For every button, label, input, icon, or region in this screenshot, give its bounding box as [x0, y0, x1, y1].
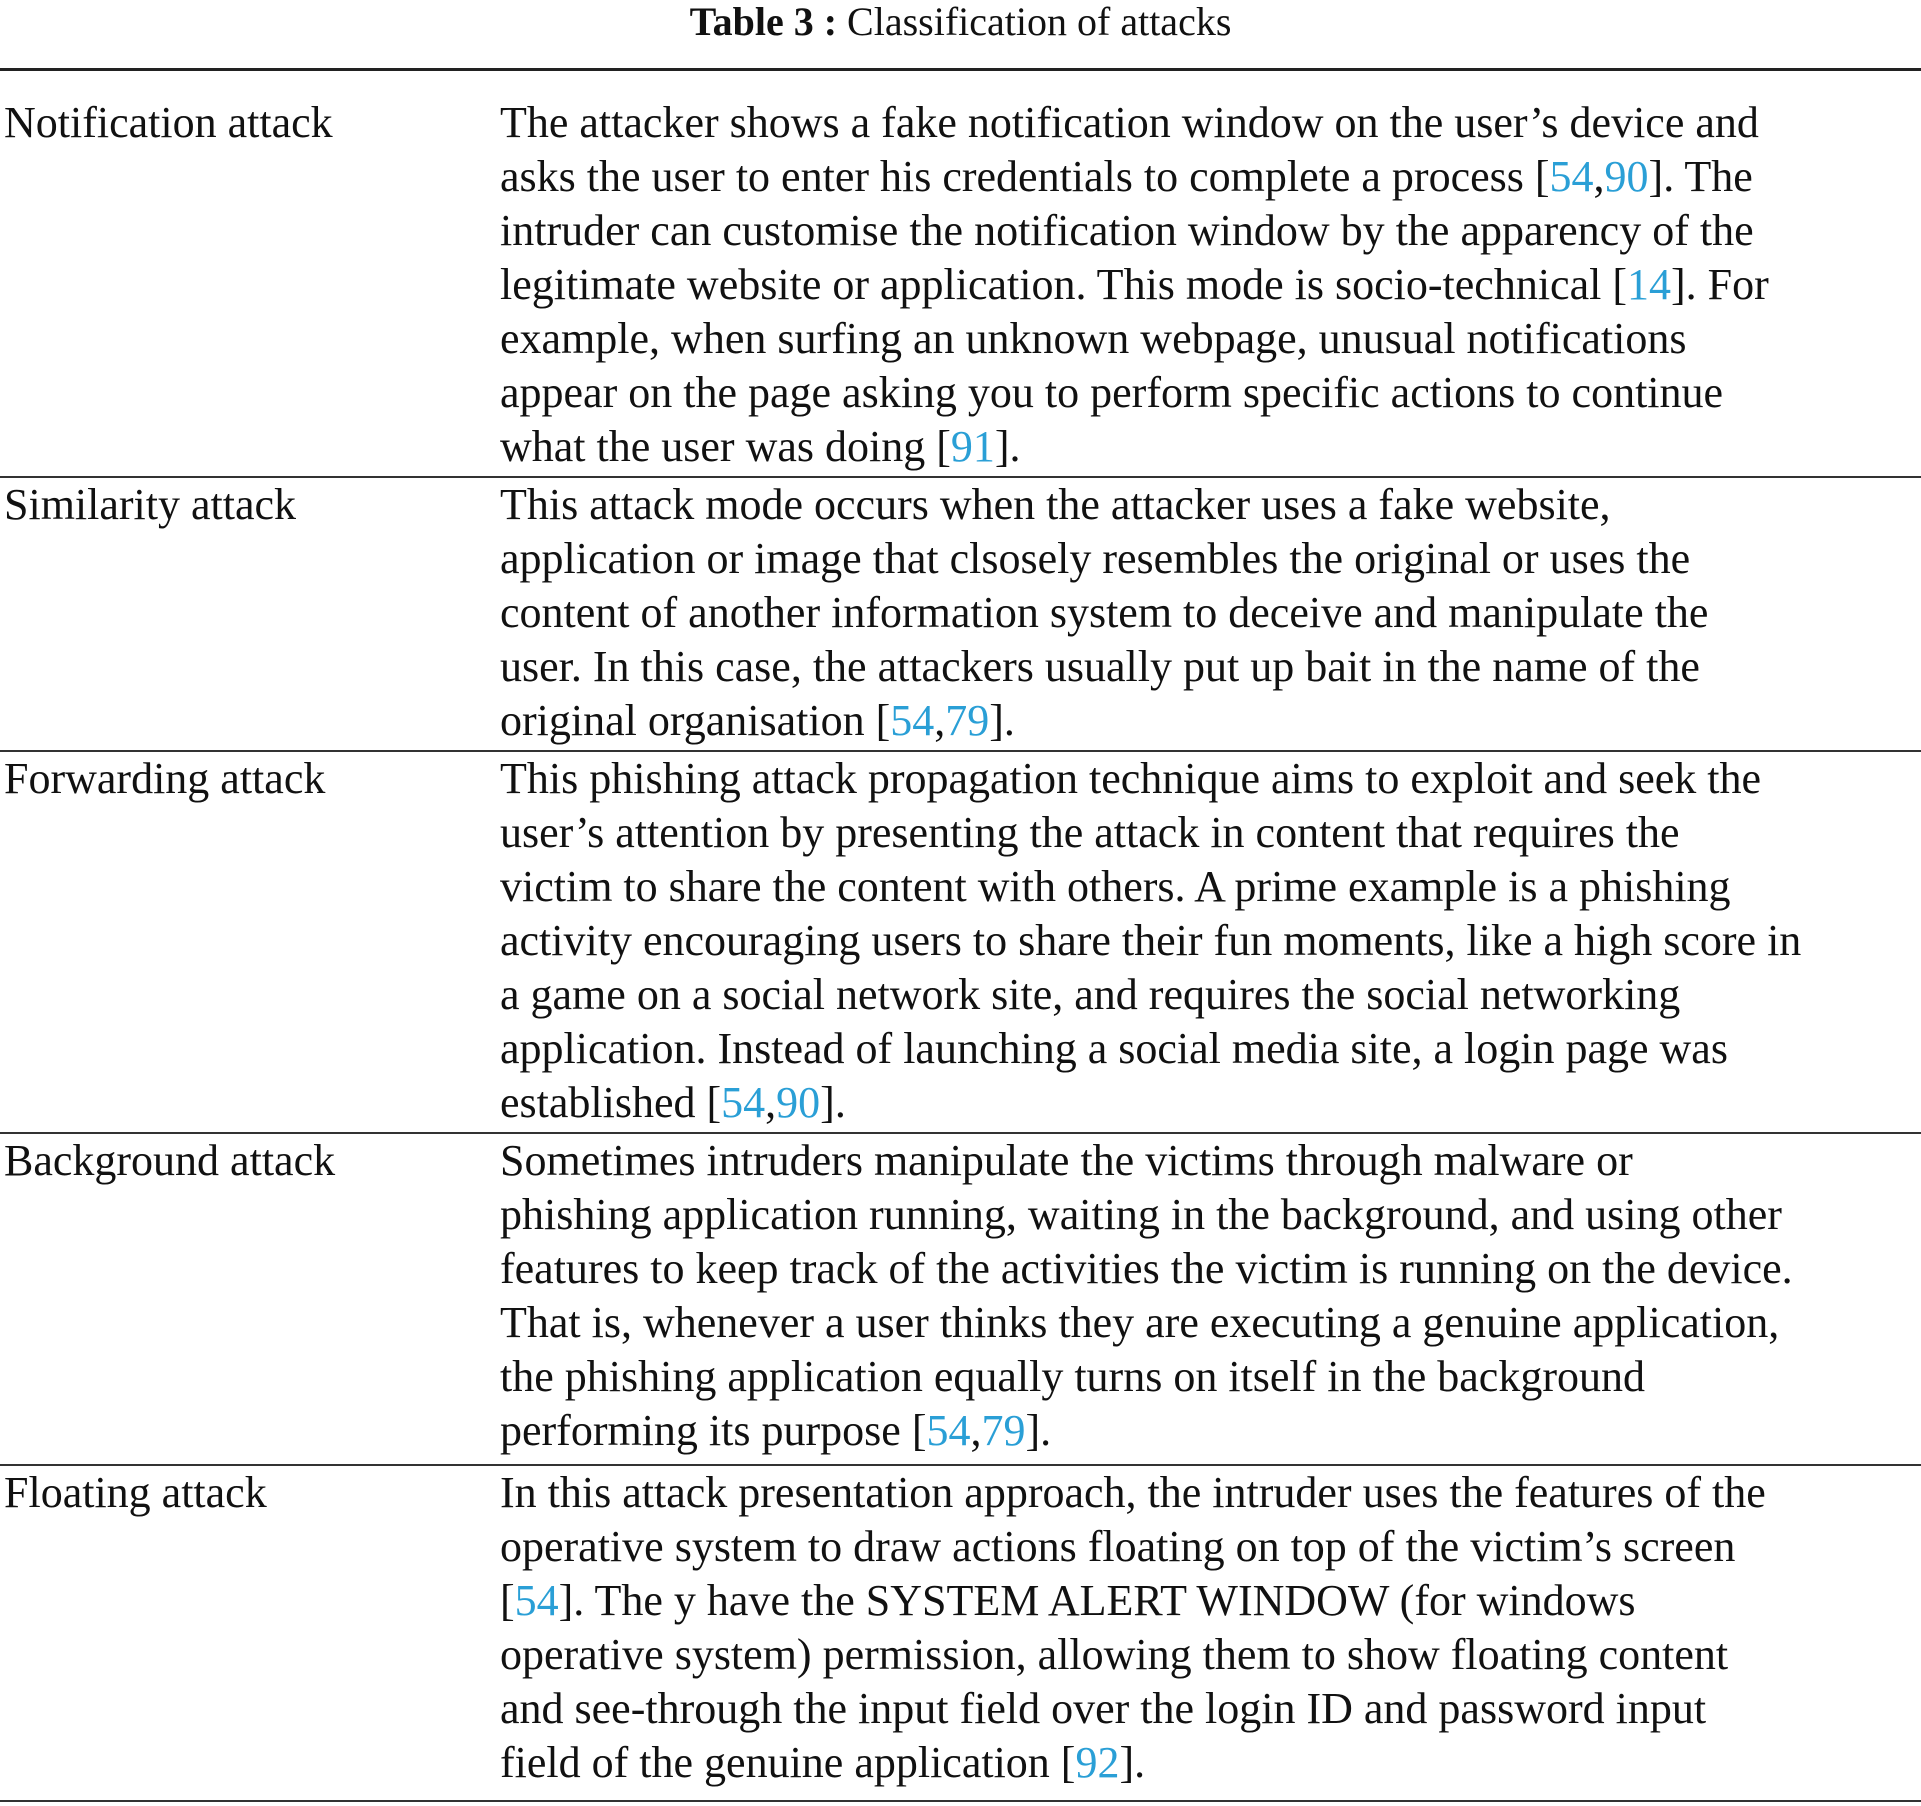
description-text: This phishing attack propagation technique aims to exploit and seek the [500, 754, 1762, 803]
description-text: example, when surfing an unknown webpage, unusual notifications [500, 314, 1687, 363]
description-line [500, 204, 1921, 258]
description-line [500, 532, 1921, 586]
description-text: a game on a social network site, and requires the social networking [500, 970, 1681, 1019]
description-text: , [970, 1406, 982, 1455]
citation-link[interactable]: 79 [981, 1406, 1026, 1455]
description-text: ]. [820, 1078, 846, 1127]
attack-description [500, 1134, 1921, 1458]
description-line [500, 1628, 1921, 1682]
description-line [500, 640, 1921, 694]
description-text: application or image that clsosely resembles the original or uses the [500, 534, 1691, 583]
description-line [500, 420, 1921, 474]
description-text: activity encouraging users to share their fun moments, like a high score in [500, 916, 1802, 965]
attack-description [500, 752, 1921, 1130]
description-text: phishing application running, waiting in the background, and using other [500, 1190, 1782, 1239]
attack-name: Similarity attack [4, 480, 297, 529]
description-line [500, 1682, 1921, 1736]
description-text: operative system to draw actions floating on top of the victim’s screen [500, 1522, 1736, 1571]
description-text: what the user was doing [ [500, 422, 951, 471]
description-line [500, 150, 1921, 204]
description-text: ]. For [1670, 260, 1769, 309]
description-line [500, 1022, 1921, 1076]
citation-link[interactable]: 92 [1075, 1738, 1120, 1787]
table-caption-title: Classification of attacks [847, 0, 1232, 44]
description-text: , [765, 1078, 777, 1127]
description-text: In this attack presentation approach, the intruder uses the features of the [500, 1468, 1766, 1517]
description-line [500, 1736, 1921, 1790]
description-text: Sometimes intruders manipulate the victims through malware or [500, 1136, 1633, 1185]
row-divider [0, 1800, 1921, 1802]
description-text: [ [500, 1576, 515, 1625]
description-text: appear on the page asking you to perform specific actions to continue [500, 368, 1724, 417]
description-text: ]. The [1648, 152, 1753, 201]
description-line [500, 1076, 1921, 1130]
description-line [500, 1466, 1921, 1520]
citation-link[interactable]: 91 [950, 422, 995, 471]
description-text: ]. [989, 696, 1015, 745]
citation-link[interactable]: 79 [945, 696, 990, 745]
description-line [500, 1574, 1921, 1628]
table-caption [0, 0, 1921, 46]
citation-link[interactable]: 54 [926, 1406, 971, 1455]
description-line [500, 312, 1921, 366]
description-text: legitimate website or application. This mode is socio-technical [ [500, 260, 1627, 309]
description-line [500, 586, 1921, 640]
description-line [500, 968, 1921, 1022]
citation-link[interactable]: 54 [1549, 152, 1594, 201]
description-text: , [934, 696, 946, 745]
description-text: intruder can customise the notification window by the apparency of the [500, 206, 1754, 255]
description-text: the phishing application equally turns on itself in the background [500, 1352, 1645, 1401]
attack-name: Floating attack [4, 1468, 267, 1517]
description-text: features to keep track of the activities the victim is running on the device. [500, 1244, 1793, 1293]
citation-link[interactable]: 90 [776, 1078, 821, 1127]
description-text: user. In this case, the attackers usually put up bait in the name of the [500, 642, 1700, 691]
description-text: established [ [500, 1078, 722, 1127]
description-text: The attacker shows a fake notification window on the user’s device and [500, 98, 1759, 147]
description-line [500, 1404, 1921, 1458]
description-text: ]. The y have the SYSTEM ALERT WINDOW (for windows [558, 1576, 1636, 1625]
description-line [500, 258, 1921, 312]
description-line [500, 478, 1921, 532]
attack-description [500, 96, 1921, 474]
citation-link[interactable]: 54 [721, 1078, 766, 1127]
description-text: operative system) permission, allowing them to show floating content [500, 1630, 1729, 1679]
description-text: content of another information system to deceive and manipulate the [500, 588, 1709, 637]
description-text: , [1593, 152, 1605, 201]
description-line [500, 1188, 1921, 1242]
attack-name: Background attack [4, 1136, 336, 1185]
description-line [500, 96, 1921, 150]
citation-link[interactable]: 14 [1626, 260, 1671, 309]
description-text: field of the genuine application [ [500, 1738, 1076, 1787]
citation-link[interactable]: 54 [890, 696, 935, 745]
description-text: application. Instead of launching a social media site, a login page was [500, 1024, 1728, 1073]
citation-link[interactable]: 54 [514, 1576, 559, 1625]
attack-name: Forwarding attack [4, 754, 326, 803]
description-line [500, 366, 1921, 420]
description-text: asks the user to enter his credentials to complete a process [ [500, 152, 1550, 201]
description-line [500, 752, 1921, 806]
description-line [500, 1350, 1921, 1404]
description-line [500, 1520, 1921, 1574]
table-caption-separator: : [813, 0, 848, 44]
table-caption-label: Table 3 [689, 0, 814, 44]
description-line [500, 914, 1921, 968]
description-text: That is, whenever a user thinks they are executing a genuine application, [500, 1298, 1780, 1347]
description-text: This attack mode occurs when the attacker uses a fake website, [500, 480, 1611, 529]
attack-description [500, 1466, 1921, 1790]
description-line [500, 1296, 1921, 1350]
citation-link[interactable]: 90 [1604, 152, 1649, 201]
description-text: user’s attention by presenting the attack in content that requires the [500, 808, 1680, 857]
description-text: ]. [994, 422, 1021, 471]
description-text: ]. [1119, 1738, 1146, 1787]
description-text: victim to share the content with others. A prime example is a phishing [500, 862, 1731, 911]
description-text: performing its purpose [ [500, 1406, 927, 1455]
description-text: original organisation [ [500, 696, 891, 745]
description-line [500, 694, 1921, 748]
table-top-rule [0, 68, 1921, 71]
description-text: and see-through the input field over the login ID and password input [500, 1684, 1707, 1733]
description-line [500, 806, 1921, 860]
description-line [500, 1242, 1921, 1296]
description-line [500, 860, 1921, 914]
description-line [500, 1134, 1921, 1188]
attack-name: Notification attack [4, 98, 333, 147]
attack-description [500, 478, 1921, 748]
description-text: ]. [1025, 1406, 1052, 1455]
